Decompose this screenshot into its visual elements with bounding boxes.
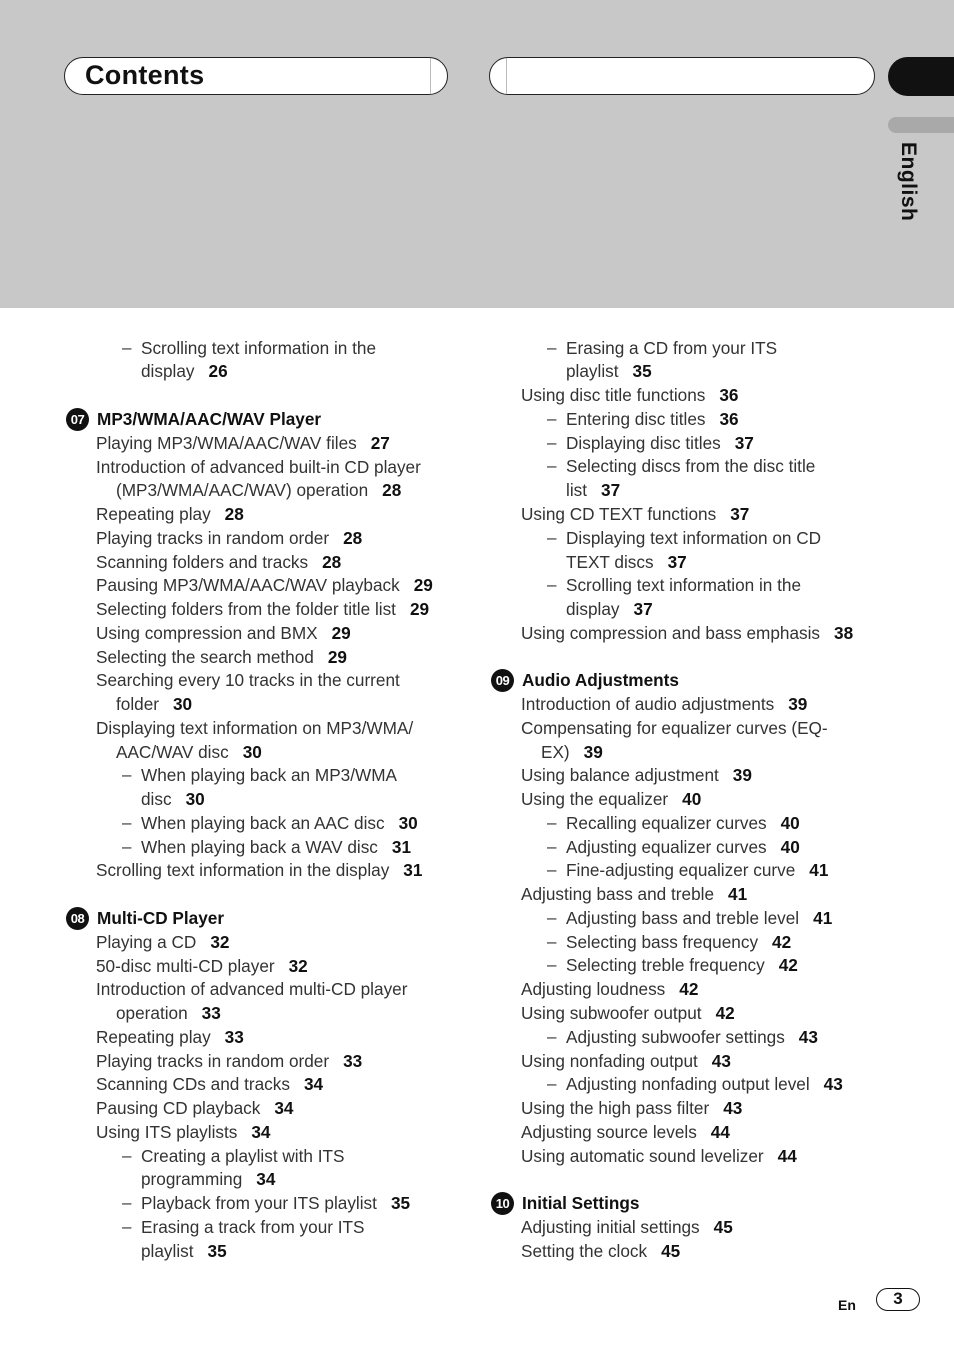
dash-bullet: – xyxy=(122,837,132,856)
toc-entry[interactable] xyxy=(566,1073,843,1095)
toc-entry[interactable] xyxy=(566,479,620,501)
dash-bullet: – xyxy=(547,1027,557,1046)
toc-entry-text: playlist xyxy=(566,361,619,381)
toc-entry[interactable] xyxy=(566,408,739,430)
toc-entry[interactable] xyxy=(566,812,800,834)
toc-entry[interactable] xyxy=(96,1121,271,1143)
toc-entry-text: Adjusting equalizer curves xyxy=(566,837,767,857)
page-title: Contents xyxy=(85,60,205,90)
toc-entry-text: Using automatic sound levelizer xyxy=(521,1146,764,1166)
toc-entry-text: Scrolling text information in the xyxy=(566,575,802,595)
toc-entry-text: Selecting the search method xyxy=(96,647,314,667)
dash-bullet: – xyxy=(547,955,557,974)
toc-page-number: 29 xyxy=(331,623,351,643)
toc-page-number: 33 xyxy=(201,1003,221,1023)
toc-entry-text: Using disc title functions xyxy=(521,385,706,405)
toc-page-number: 28 xyxy=(382,480,402,500)
toc-page-number: 41 xyxy=(813,908,833,928)
blank-header-box xyxy=(489,57,875,95)
toc-page-number: 33 xyxy=(343,1051,363,1071)
toc-page-number: 43 xyxy=(723,1098,743,1118)
toc-page-number: 35 xyxy=(390,1193,411,1213)
toc-entry[interactable] xyxy=(566,455,815,477)
toc-entry-text: Repeating play xyxy=(96,504,211,524)
toc-page-number: 40 xyxy=(780,837,800,857)
toc-entry[interactable] xyxy=(521,1240,680,1262)
toc-page-number: 44 xyxy=(710,1122,730,1142)
toc-entry[interactable] xyxy=(521,764,752,786)
toc-entry-text: Using nonfading output xyxy=(521,1051,698,1071)
toc-entry-text: Scanning CDs and tracks xyxy=(96,1074,290,1094)
toc-entry[interactable] xyxy=(116,479,401,501)
toc-entry[interactable] xyxy=(96,1097,293,1119)
toc-entry[interactable] xyxy=(141,1145,344,1167)
toc-entry[interactable] xyxy=(116,741,262,763)
section-badge-10: 10 xyxy=(491,1192,514,1215)
toc-entry-text: folder xyxy=(116,694,159,714)
toc-entry[interactable] xyxy=(141,1240,227,1262)
toc-entry-text: Using ITS playlists xyxy=(96,1122,238,1142)
section-title-08[interactable]: Multi-CD Player xyxy=(97,908,225,928)
toc-entry-text: When playing back an AAC disc xyxy=(141,813,385,833)
footer-language: En xyxy=(838,1297,856,1313)
toc-entry[interactable] xyxy=(141,1168,275,1190)
dash-bullet: – xyxy=(547,433,557,452)
toc-page-number: 32 xyxy=(210,932,230,952)
toc-page-number: 31 xyxy=(391,837,412,857)
toc-entry-text: Adjusting nonfading output level xyxy=(566,1074,810,1094)
toc-entry[interactable] xyxy=(521,883,747,905)
toc-entry-text: Displaying disc titles xyxy=(566,433,721,453)
toc-entry[interactable] xyxy=(521,1145,797,1167)
toc-entry-text: Entering disc titles xyxy=(566,409,706,429)
toc-entry-text: Searching every 10 tracks in the current xyxy=(96,670,400,690)
toc-entry-text: Introduction of advanced multi-CD player xyxy=(96,979,408,999)
dash-bullet: – xyxy=(122,1217,132,1236)
section-badge-08: 08 xyxy=(66,907,89,930)
toc-entry[interactable] xyxy=(541,741,603,763)
toc-page-number: 38 xyxy=(834,623,854,643)
toc-entry[interactable]: display 26 xyxy=(141,361,228,381)
toc-entry[interactable] xyxy=(96,503,244,525)
toc-page-number: 43 xyxy=(798,1027,818,1047)
toc-page-number: 39 xyxy=(583,742,603,762)
toc-page-number: 37 xyxy=(734,433,754,453)
toc-entry[interactable] xyxy=(96,669,400,691)
toc-page-number: 39 xyxy=(732,765,752,785)
toc-entry-text: Adjusting subwoofer settings xyxy=(566,1027,785,1047)
toc-page-number: 30 xyxy=(242,742,262,762)
toc-entry-text: When playing back an MP3/WMA xyxy=(141,765,398,785)
section-title-10[interactable]: Initial Settings xyxy=(522,1193,640,1213)
toc-entry[interactable] xyxy=(96,717,413,739)
toc-entry-text: Using compression and bass emphasis xyxy=(521,623,821,643)
toc-entry-text: Using subwoofer output xyxy=(521,1003,702,1023)
toc-page-number: 34 xyxy=(274,1098,294,1118)
toc-entry[interactable] xyxy=(96,551,341,573)
dash-bullet: – xyxy=(547,1074,557,1093)
toc-page-number: 41 xyxy=(809,860,829,880)
toc-entry-text: Using balance adjustment xyxy=(521,765,719,785)
toc-page-number: 27 xyxy=(370,433,390,453)
toc-entry[interactable] xyxy=(96,859,422,881)
toc-entry-text: Introduction of audio adjustments xyxy=(521,694,775,714)
toc-entry-text: Displaying text information on CD xyxy=(566,528,822,548)
toc-page-number: 41 xyxy=(728,884,748,904)
toc-entry[interactable] xyxy=(96,978,407,1000)
toc-page-number: 31 xyxy=(403,860,423,880)
toc-page-number: 36 xyxy=(719,409,739,429)
toc-entry[interactable] xyxy=(521,1002,735,1024)
toc-page-number: 43 xyxy=(711,1051,731,1071)
toc-page-number: 42 xyxy=(715,1003,735,1023)
toc-page-number: 44 xyxy=(777,1146,797,1166)
toc-page-number: 45 xyxy=(713,1217,733,1237)
toc-entry-text: Playing tracks in random order xyxy=(96,1051,330,1071)
toc-entry-text: Selecting folders from the folder title list xyxy=(96,599,396,619)
toc-entry-text: Setting the clock xyxy=(521,1241,648,1261)
toc-entry[interactable] xyxy=(141,1216,365,1238)
blank-box-divider xyxy=(506,58,507,94)
toc-entry[interactable] xyxy=(521,503,749,525)
toc-entry-text: EX) xyxy=(541,742,570,762)
toc-entry-text: Adjusting initial settings xyxy=(521,1217,700,1237)
toc-entry[interactable] xyxy=(521,1216,733,1238)
toc-entry-text: Scanning folders and tracks xyxy=(96,552,309,572)
title-box xyxy=(64,57,448,95)
toc-entry[interactable] xyxy=(96,527,362,549)
toc-entry[interactable] xyxy=(566,527,821,549)
toc-page-number: 35 xyxy=(632,361,652,381)
toc-entry[interactable] xyxy=(566,836,800,858)
toc-entry-text: Playing a CD xyxy=(96,932,197,952)
toc-page-number: 30 xyxy=(398,813,418,833)
toc-page-number: 28 xyxy=(224,504,244,524)
toc-page-number: 40 xyxy=(682,789,702,809)
toc-entry-text: Using the high pass filter xyxy=(521,1098,710,1118)
toc-entry[interactable] xyxy=(96,1050,362,1072)
toc-entry[interactable] xyxy=(521,693,807,715)
toc-page-number: 42 xyxy=(778,955,798,975)
toc-entry[interactable] xyxy=(116,693,192,715)
dash-bullet: – xyxy=(547,837,557,856)
toc-entry[interactable] xyxy=(521,788,701,810)
dash-bullet: – xyxy=(547,456,557,475)
toc-entry-text: Selecting discs from the disc title xyxy=(566,456,816,476)
toc-entry[interactable] xyxy=(566,432,754,454)
toc-page-number: 34 xyxy=(303,1074,324,1094)
toc-entry[interactable] xyxy=(96,456,421,478)
toc-page-number: 42 xyxy=(679,979,699,999)
toc-entry-text: Selecting treble frequency xyxy=(566,955,765,975)
toc-entry[interactable] xyxy=(96,598,429,620)
dash-bullet: – xyxy=(547,813,557,832)
toc-page-number: 34 xyxy=(251,1122,271,1142)
toc-page-number: 37 xyxy=(667,552,687,572)
section-badge-07: 07 xyxy=(66,408,89,431)
toc-entry[interactable] xyxy=(566,551,687,573)
toc-entry[interactable] xyxy=(566,907,832,929)
section-title-07[interactable]: MP3/WMA/AAC/WAV Player xyxy=(97,409,322,429)
toc-entry[interactable] xyxy=(141,788,205,810)
toc-entry[interactable] xyxy=(96,646,347,668)
toc-entry-text: Adjusting bass and treble xyxy=(521,884,715,904)
section-badge-09: 09 xyxy=(491,669,514,692)
toc-entry-text: playlist xyxy=(141,1241,194,1261)
toc-entry[interactable] xyxy=(521,978,698,1000)
toc-entry-text: disc xyxy=(141,789,172,809)
toc-page-number: 28 xyxy=(343,528,363,548)
dash-bullet: – xyxy=(547,932,557,951)
toc-page-number: 35 xyxy=(207,1241,227,1261)
toc-entry-text: Repeating play xyxy=(96,1027,211,1047)
toc-entry[interactable] xyxy=(521,1097,742,1119)
header-band xyxy=(0,0,954,308)
title-box-divider xyxy=(430,58,431,94)
toc-entry[interactable] xyxy=(566,1026,818,1048)
dash-bullet: – xyxy=(122,813,132,832)
toc-entry-text: Playback from your ITS playlist xyxy=(141,1193,377,1213)
toc-entry[interactable] xyxy=(521,622,853,644)
toc-entry[interactable] xyxy=(96,622,351,644)
toc-entry-text: Using compression and BMX xyxy=(96,623,318,643)
toc-page-number: 28 xyxy=(322,552,342,572)
toc-entry[interactable] xyxy=(141,836,411,858)
section-tab-gray xyxy=(888,117,954,133)
toc-entry-text: operation xyxy=(116,1003,188,1023)
toc-page-number: 43 xyxy=(823,1074,843,1094)
toc-page-number: 30 xyxy=(173,694,193,714)
toc-entry[interactable] xyxy=(116,1002,221,1024)
toc-page-number: 37 xyxy=(730,504,750,524)
toc-entry-text: Playing MP3/WMA/AAC/WAV files xyxy=(96,433,357,453)
toc-page-number: 30 xyxy=(185,789,205,809)
toc-entry-text: When playing back a WAV disc xyxy=(141,837,378,857)
toc-entry[interactable] xyxy=(521,1050,731,1072)
toc-entry-text: Fine-adjusting equalizer curve xyxy=(566,860,796,880)
dash-bullet: – xyxy=(122,1146,132,1165)
toc-entry[interactable] xyxy=(521,384,739,406)
toc-entry-text: Adjusting source levels xyxy=(521,1122,697,1142)
toc-entry[interactable] xyxy=(96,1026,244,1048)
toc-entry-text: AAC/WAV disc xyxy=(116,742,229,762)
toc-page-number: 39 xyxy=(788,694,808,714)
toc-entry-text: list xyxy=(566,480,588,500)
toc-entry-text: Compensating for equalizer curves (EQ- xyxy=(521,718,828,738)
toc-entry[interactable] xyxy=(566,574,801,596)
section-title-09[interactable]: Audio Adjustments xyxy=(522,670,679,690)
toc-entry-text: Adjusting loudness xyxy=(521,979,666,999)
dash-bullet: – xyxy=(122,338,132,357)
toc-page-number: 36 xyxy=(719,385,739,405)
toc-entry-text: TEXT discs xyxy=(566,552,654,572)
toc-entry[interactable] xyxy=(96,955,308,977)
toc-entry[interactable] xyxy=(141,812,418,834)
toc-entry[interactable] xyxy=(141,1192,410,1214)
toc-entry-text: Selecting bass frequency xyxy=(566,932,759,952)
toc-entry[interactable] xyxy=(96,1073,323,1095)
toc-entry-text: display xyxy=(566,599,620,619)
dash-bullet: – xyxy=(547,528,557,547)
toc-entry-text: Erasing a CD from your ITS xyxy=(566,338,778,358)
toc-entry-text: Displaying text information on MP3/WMA/ xyxy=(96,718,414,738)
toc-entry[interactable] xyxy=(96,931,229,953)
toc-entry-text: Pausing CD playback xyxy=(96,1098,261,1118)
section-tab-black xyxy=(888,57,954,96)
toc-page-number: 29 xyxy=(409,599,430,619)
toc-entry[interactable] xyxy=(521,1121,730,1143)
toc-entry-text: programming xyxy=(141,1169,243,1189)
toc-entry[interactable] xyxy=(96,574,433,596)
toc-entry[interactable] xyxy=(566,360,652,382)
dash-bullet: – xyxy=(547,575,557,594)
dash-bullet: – xyxy=(547,338,557,357)
toc-entry[interactable] xyxy=(566,931,791,953)
toc-entry-text: Erasing a track from your ITS xyxy=(141,1217,365,1237)
toc-page-number: 29 xyxy=(413,575,433,595)
toc-entry-text: Pausing MP3/WMA/AAC/WAV playback xyxy=(96,575,400,595)
dash-bullet: – xyxy=(547,409,557,428)
toc-page-number: 37 xyxy=(633,599,653,619)
toc-page-number: 45 xyxy=(661,1241,681,1261)
toc-entry-text: 50-disc multi-CD player xyxy=(96,956,275,976)
toc-entry-text: Using CD TEXT functions xyxy=(521,504,717,524)
toc-entry-text: Recalling equalizer curves xyxy=(566,813,767,833)
toc-entry-text: Introduction of advanced built-in CD player xyxy=(96,457,421,477)
toc-entry-text: Creating a playlist with ITS xyxy=(141,1146,345,1166)
dash-bullet: – xyxy=(547,908,557,927)
toc-page-number: 42 xyxy=(772,932,792,952)
toc-entry-text: Scrolling text information in the display xyxy=(96,860,390,880)
toc-entry-text: Playing tracks in random order xyxy=(96,528,330,548)
toc-page-number: 29 xyxy=(327,647,347,667)
toc-entry[interactable]: Scrolling text information in the xyxy=(141,338,377,358)
language-tab-label: English xyxy=(897,142,920,222)
toc-page-number: 37 xyxy=(601,480,621,500)
toc-entry-text: Using the equalizer xyxy=(521,789,669,809)
toc-entry[interactable] xyxy=(566,337,777,359)
dash-bullet: – xyxy=(122,1193,132,1212)
toc-entry[interactable] xyxy=(141,764,397,786)
toc-page-number: 33 xyxy=(224,1027,244,1047)
toc-entry[interactable] xyxy=(566,598,653,620)
page-number: 3 xyxy=(876,1288,920,1311)
dash-bullet: – xyxy=(547,860,557,879)
dash-bullet: – xyxy=(122,765,132,784)
toc-page-number: 34 xyxy=(256,1169,276,1189)
toc-entry[interactable] xyxy=(566,954,798,976)
toc-entry-text: Adjusting bass and treble level xyxy=(566,908,800,928)
toc-entry[interactable] xyxy=(566,859,828,881)
toc-page-number: 32 xyxy=(288,956,308,976)
toc-entry[interactable] xyxy=(96,432,390,454)
toc-entry[interactable] xyxy=(521,717,828,739)
toc-entry-text: (MP3/WMA/AAC/WAV) operation xyxy=(116,480,369,500)
toc-page-number: 40 xyxy=(780,813,800,833)
